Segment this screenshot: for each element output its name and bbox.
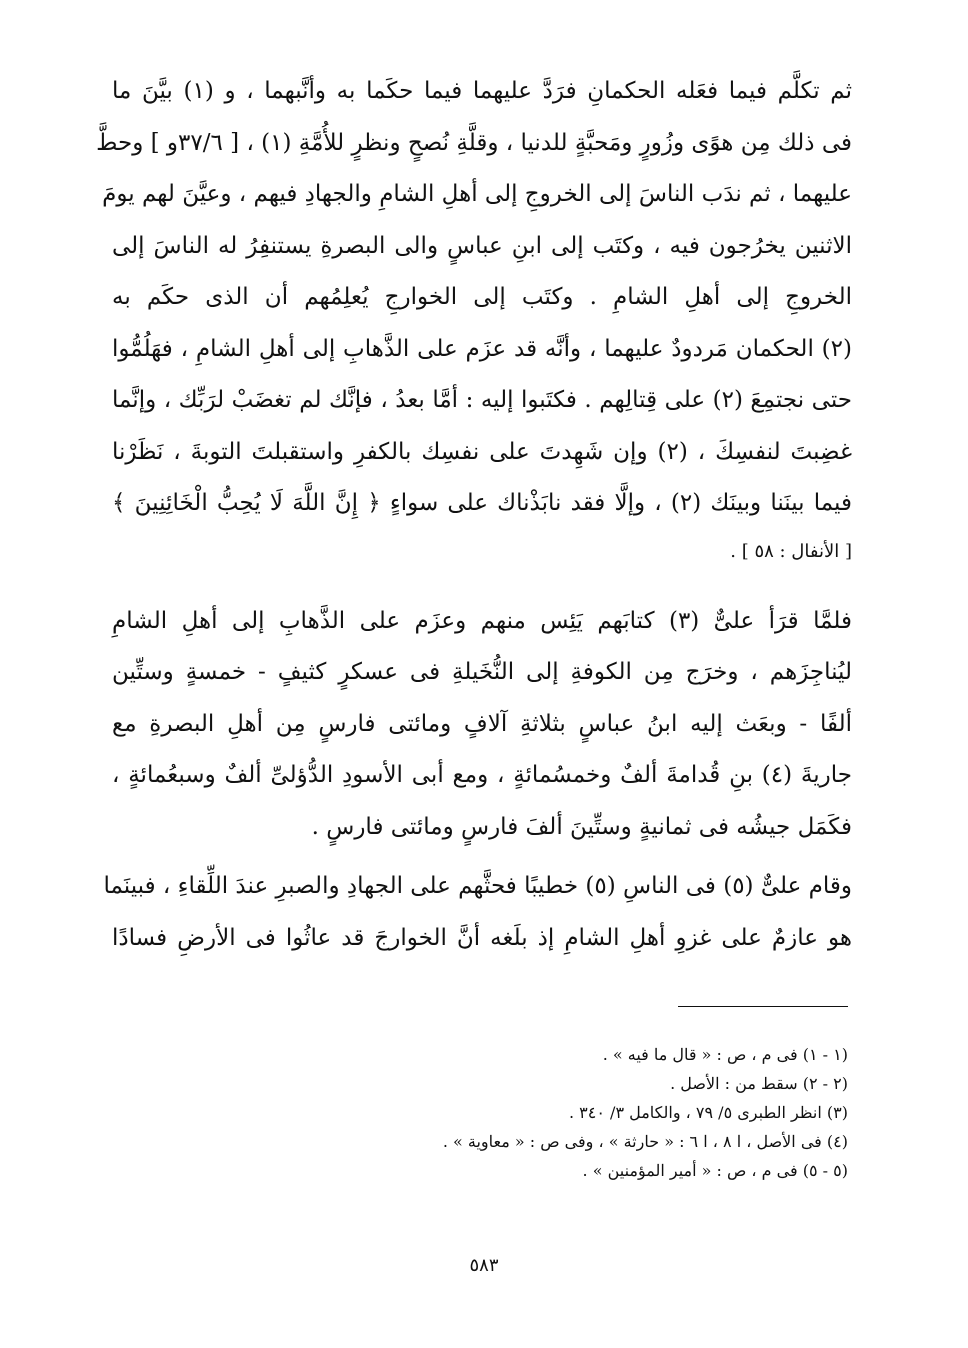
footnote: (٤) فى الأصل ، ا ٨ ، ا ٦ : « حارثة » ، وفى ص : « معاوية » . [442, 1132, 848, 1151]
text-line: (٢) الحكمان مَردودٌ عليهما ، وأنَّه قد عزَم على الذَّهابِ إلى أهلِ الشامِ ، فهَلُمُّوا [112, 335, 852, 362]
text-line: فلمَّا قرَأ علىٌّ (٣) كتابَهم يَئِس منهم وعزَم على الذَّهابِ إلى أهلِ الشامِ [112, 607, 853, 634]
text-line: فى ذلك مِن هوًى وزُورٍ ومَحبَّةٍ للدنيا ، وقلَّةِ نُصحٍ ونظرٍ للأُمَّةِ (١) ، [ ٣٧/٦و ] وحطَّ [96, 129, 852, 156]
footnote: (٢ - ٢) سقط من : الأصل . [670, 1074, 848, 1093]
text-line: وقام علىٌّ (٥) فى الناسِ (٥) خطيبًا فحثَّهم على الجهادِ والصبرِ عندَ اللِّقاءِ ، فبينَما [103, 873, 852, 899]
page-number: ٥٨٣ [469, 1255, 499, 1276]
text-line: ألفًا - وبعَث إليه ابنُ عباسٍ بثلاثةِ آلافٍ ومائتى فارسٍ مِن أهلِ البصرةِ مع [112, 710, 852, 737]
paragraph-2 [112, 596, 852, 854]
text-line: الاثنين يخرُجون فيه ، وكتَب إلى ابنِ عباسٍ والى البصرةِ يستنفِرُ له الناسَ إلى [112, 232, 852, 259]
footnote-separator [678, 1006, 848, 1007]
text-line: فيما بينَنا وبينَك (٢) ، وإلَّا فقد نابَذْناك على سواءٍ ﴿ إِنَّ اللَّهَ لَا يُحِبُّ الْخَائِنِينَ ﴾ [112, 490, 852, 516]
text-line: عليهما ، ثم ندَب الناسَ إلى الخروجِ إلى أهلِ الشامِ والجهادِ فيهم ، وعيَّنَ لهم يومَ [102, 181, 852, 207]
footnotes [300, 1040, 848, 1185]
quran-reference: [ الأنفال : ٥٨ ] . [730, 540, 852, 562]
paragraph-spacer [112, 574, 852, 596]
text-line: حتى نجتمِعَ (٢) على قِتالِهم . فكتَبوا إليه : أمَّا بعدُ ، فإنَّك لم تغضَبْ لرَبِّك ، وإنَّما [112, 387, 852, 413]
paragraph-spacer [112, 853, 852, 861]
paragraph-1 [96, 66, 853, 574]
text-line: الخروجِ إلى أهلِ الشامِ . وكتَب إلى الخوارجِ يُعلِمُهم أن الذى حكَم به [112, 284, 852, 310]
text-line: غضِبتَ لنفسِكَ ، (٢) وإن شَهِدتَ على نفسِك بالكفرِ واستقبلتَ التوبةَ ، نَظَرْنا [112, 438, 852, 465]
text-line: ثم تكلَّم فيما فعَله الحكمانِ فرَدَّ عليهما فيما حكَما به وأنَّبهما ، و (١) بيَّنَ ما [112, 78, 853, 104]
paragraph-3 [103, 861, 852, 964]
text-line: هو عازمٌ على غزوِ أهلِ الشامِ إذ بلَغه أنَّ الخوارجَ قد عاثُوا فى الأرضِ فسادًا [112, 924, 852, 951]
main-text [96, 66, 853, 964]
footnote: (٣) انظر الطبرى ٥/ ٧٩ ، والكامل ٣/ ٣٤٠ . [569, 1103, 848, 1122]
text-line: فكَمَل جيشُه فى ثمانيةٍ وستِّينَ ألفَ فارسٍ ومائتى فارسٍ . [311, 813, 852, 840]
text-line: جاريةَ (٤) بنِ قُدامةَ ألفٌ وخمسُمائةٍ ، ومع أبى الأسودِ الدُّؤلىِّ ألفٌ وسبعُمائةٍ ، [112, 762, 852, 788]
footnote: (٥ - ٥) فى م ، ص : « أمير المؤمنين » . [582, 1161, 848, 1180]
text-line: ليُناجِزَهم ، وخرَج مِن الكوفةِ إلى النُّخَيلةِ فى عسكرٍ كثيفٍ - خمسةٍ وستِّين [112, 659, 852, 685]
footnote: (١ - ١) فى م ، ص : « قال ما فيه » . [602, 1045, 848, 1064]
